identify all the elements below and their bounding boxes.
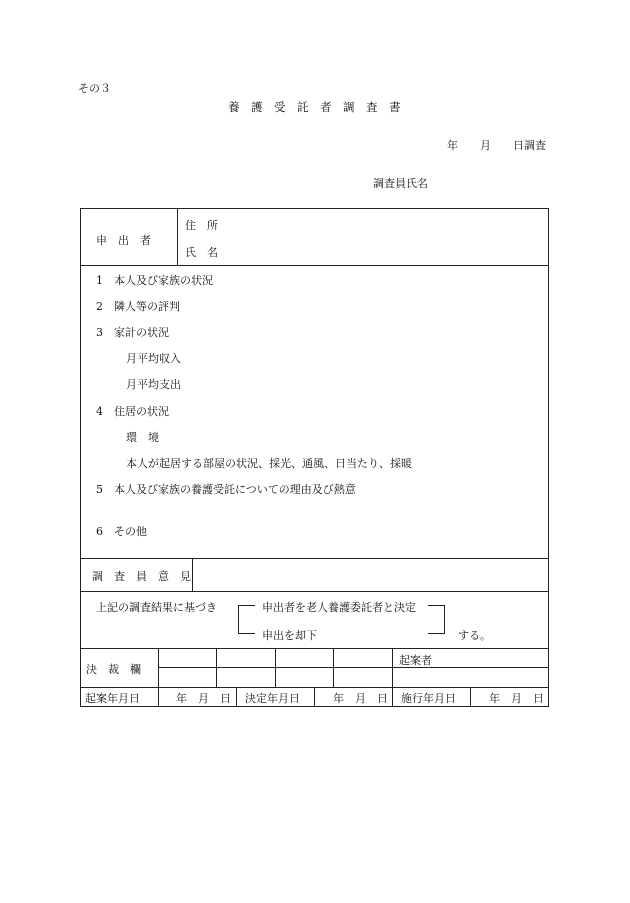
item-family-situation: 1 本人及び家族の状況 <box>96 274 213 287</box>
conclusion-option-approve: 申出者を老人養護委託者と決定 <box>262 601 416 614</box>
page-title: 養 護 受 託 者 調 査 書 <box>228 100 401 114</box>
item-environment: 環 境 <box>126 431 159 444</box>
item-monthly-expense: 月平均支出 <box>126 378 181 391</box>
conclusion-option-reject: 申出を却下 <box>262 629 317 642</box>
drafter-label: 起案者 <box>399 654 432 667</box>
item-reason-enthusiasm: 5 本人及び家族の養護受託についての理由及び熱意 <box>96 483 356 496</box>
conclusion-prefix: 上記の調査結果に基づき <box>96 601 217 614</box>
enforce-date-blank: 年 月 日 <box>489 692 544 705</box>
decision-date-blank: 年 月 日 <box>333 692 388 705</box>
investigator-opinion-label: 調 査 員 意 見 <box>92 570 191 583</box>
conclusion-suffix: する。 <box>458 629 491 642</box>
applicant-address-label: 住 所 <box>185 219 218 232</box>
enforce-date-label: 施行年月日 <box>401 692 456 705</box>
applicant-label: 申 出 者 <box>96 234 151 247</box>
item-other: 6 その他 <box>96 525 147 538</box>
applicant-name-label: 氏 名 <box>185 246 218 259</box>
item-neighbor-reputation: 2 隣人等の評判 <box>96 300 180 313</box>
approval-label: 決 裁 欄 <box>86 663 141 676</box>
draft-date-blank: 年 月 日 <box>176 692 231 705</box>
form-number: その３ <box>78 82 111 95</box>
investigator-name-label: 調査員氏名 <box>373 177 428 190</box>
item-household-finance: 3 家計の状況 <box>96 326 169 339</box>
decision-date-label: 決定年月日 <box>245 692 300 705</box>
item-monthly-income: 月平均収入 <box>126 352 181 365</box>
item-room-condition: 本人が起居する部屋の状況、採光、通風、日当たり、採暖 <box>126 457 412 470</box>
survey-date-line: 年 月 日調査 <box>447 139 546 152</box>
item-housing: 4 住居の状況 <box>96 405 169 418</box>
draft-date-label: 起案年月日 <box>85 692 140 705</box>
